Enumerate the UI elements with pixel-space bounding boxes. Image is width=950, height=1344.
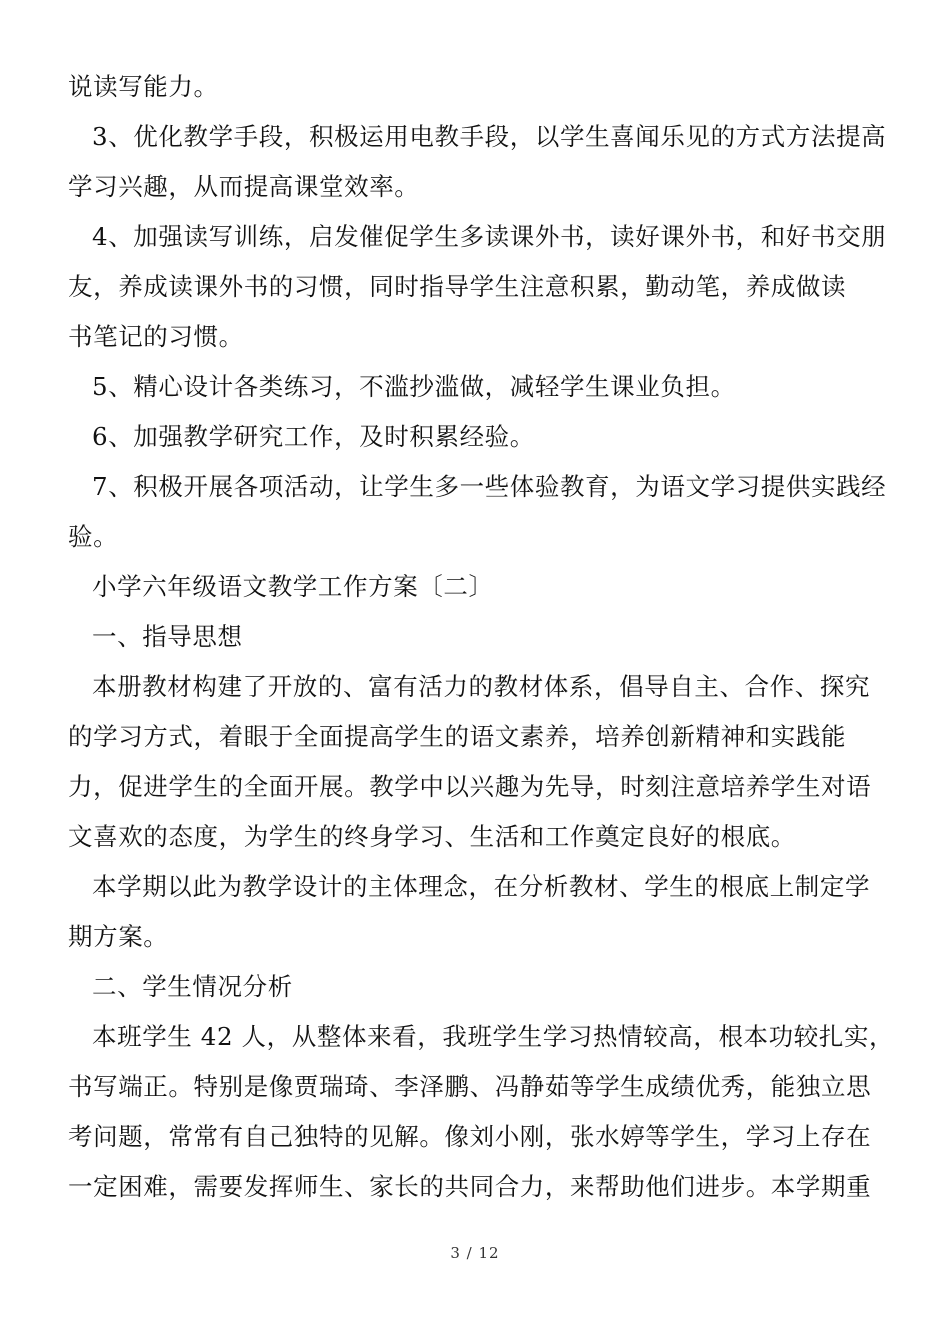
text-line: 5、精心设计各类练习，不滥抄滥做，减轻学生课业负担。 <box>92 372 736 401</box>
text-line: 力，促进学生的全面开展。教学中以兴趣为先导，时刻注意培养学生对语 <box>68 772 872 801</box>
text-line: 7、积极开展各项活动，让学生多一些体验教育，为语文学习提供实践经 <box>92 472 887 501</box>
text-line: 学习兴趣，从而提高课堂效率。 <box>68 172 420 201</box>
text-line: 书笔记的习惯。 <box>68 322 244 351</box>
text-line: 3、优化教学手段，积极运用电教手段，以学生喜闻乐见的方式方法提高 <box>92 122 887 151</box>
text-line: 友，养成读课外书的习惯，同时指导学生注意积累，勤动笔，养成做读 <box>68 272 847 301</box>
text-line: 一定困难，需要发挥师生、家长的共同合力，来帮助他们进步。本学期重 <box>68 1172 872 1201</box>
section-title: 小学六年级语文教学工作方案〔二〕 <box>92 572 494 601</box>
text-line: 文喜欢的态度，为学生的终身学习、生活和工作奠定良好的根底。 <box>68 822 796 851</box>
text-line: 期方案。 <box>68 922 169 951</box>
text-line: 验。 <box>68 522 119 551</box>
section-heading: 二、学生情况分析 <box>92 972 293 1001</box>
text-line: 本班学生 42 人，从整体来看，我班学生学习热情较高，根本功较扎实， <box>92 1022 895 1051</box>
text-line: 本学期以此为教学设计的主体理念，在分析教材、学生的根底上制定学 <box>92 872 871 901</box>
text-line: 的学习方式，着眼于全面提高学生的语文素养，培养创新精神和实践能 <box>68 722 847 751</box>
text-line: 说读写能力。 <box>68 72 219 101</box>
page-number: 3 / 12 <box>450 1244 500 1262</box>
text-line: 本册教材构建了开放的、富有活力的教材体系，倡导自主、合作、探究 <box>92 672 871 701</box>
section-heading: 一、指导思想 <box>92 622 243 651</box>
text-line: 考问题，常常有自己独特的见解。像刘小刚，张水婷等学生，学习上存在 <box>68 1122 872 1151</box>
text-line: 6、加强教学研究工作，及时积累经验。 <box>92 422 535 451</box>
text-line: 书写端正。特别是像贾瑞琦、李泽鹏、冯静茹等学生成绩优秀，能独立思 <box>68 1072 872 1101</box>
text-line: 4、加强读写训练，启发催促学生多读课外书，读好课外书，和好书交朋 <box>92 222 887 251</box>
